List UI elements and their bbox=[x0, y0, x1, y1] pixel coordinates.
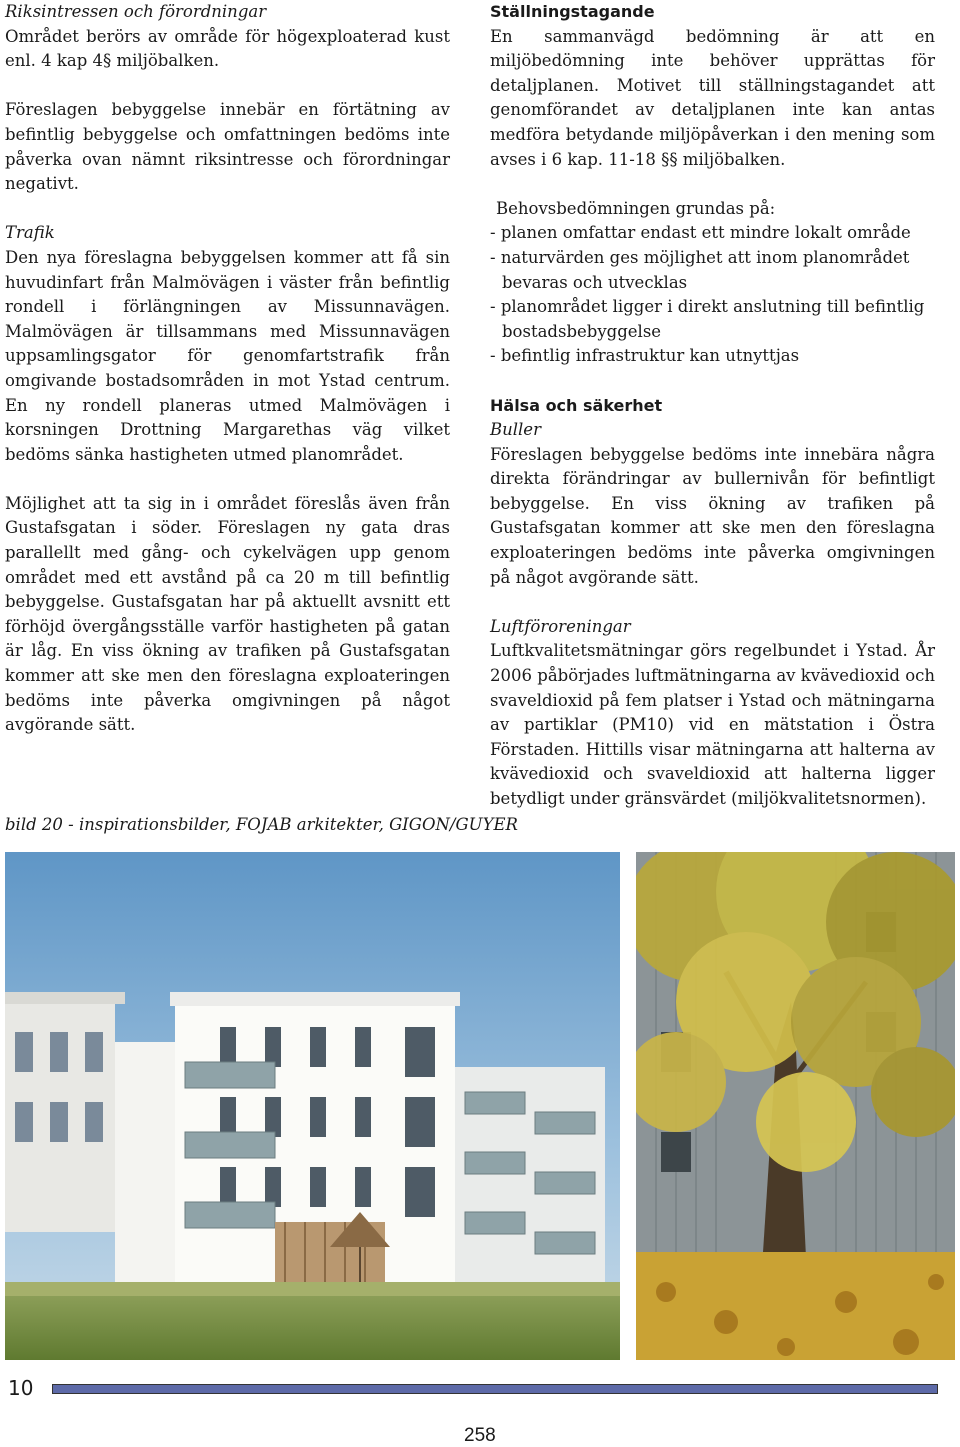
riksintresse-heading: Riksintressen och förordningar bbox=[5, 2, 267, 21]
trafik-heading: Trafik bbox=[5, 223, 55, 243]
buller-heading: Buller bbox=[490, 420, 541, 440]
list-item: - planområdet ligger i direkt anslutning till befintlig bostadsbebyggelse bbox=[490, 295, 935, 344]
trafik-text: Den nya föreslagna bebyggelsen kommer att få sin huvudinfart från Malmövägen i väster från befintlig rondell i förlängningen av Missunnavägen. Malmövägen är tillsammans med Missunnavägen uppsamlingsgator för genomfartstrafik från omgivande bostadsområden in mot Ystad centrum. En ny rondell planeras utmed Malmövägen i korsningen Drottning Margarethas väg vilket bedöms sänka hastigheten utmed planområdet. bbox=[5, 247, 450, 464]
halsa-heading: Hälsa och säkerhet bbox=[490, 395, 663, 415]
building-photo bbox=[5, 852, 620, 1360]
page-number: 10 bbox=[8, 1376, 34, 1400]
footer-bar bbox=[52, 1384, 938, 1394]
left-column bbox=[5, 0, 450, 738]
behov-intro: Behovsbedömningen grundas på: bbox=[496, 198, 776, 218]
tree-photo bbox=[636, 852, 955, 1360]
riksintresse-text: Området berörs av område för högexploaterad kust enl. 4 kap 4§ miljöbalken. bbox=[5, 26, 450, 71]
image-caption: bild 20 - inspirationsbilder, FOJAB arkitekter, GIGON/GUYER bbox=[5, 815, 518, 834]
stallningstagande-heading: Ställningstagande bbox=[490, 2, 655, 21]
list-item: - befintlig infrastruktur kan utnyttjas bbox=[490, 344, 935, 369]
luft-heading: Luftföroreningar bbox=[490, 616, 631, 636]
right-column bbox=[490, 0, 935, 812]
luft-text: Luftkvalitetsmätningar görs regelbundet i Ystad. År 2006 påbörjades luftmätningarna av kvävedioxid och svaveldioxid på fem platser i Ystad och mätningarna av partiklar (PM10) vid en mätstation i Östra Förstaden. Hittills visar mätningarna att halterna av kvävedioxid och svaveldioxid att halterna ligger betydligt under gränsvärdet (miljökvalitetsnormen). bbox=[490, 641, 935, 808]
document-number: 258 bbox=[464, 1425, 496, 1446]
list-item: - naturvärden ges möjlighet att inom planområdet bevaras och utvecklas bbox=[490, 246, 935, 295]
stallningstagande-text: En sammanvägd bedömning är att en miljöbedömning inte behöver upprättas för detaljplanen. Motivet till ställningstagandet att genomförandet av detaljplanen inte kan antas medföra betydande miljöpåverkan i den mening som avses i 6 kap. 11-18 §§ miljöbalken. bbox=[490, 26, 935, 169]
bebyggelse-text: Föreslagen bebyggelse innebär en förtätning av befintlig bebyggelse och omfattningen bedöms inte påverka ovan nämnt riksintresse och förordningar negativt. bbox=[5, 100, 450, 194]
behov-list bbox=[490, 221, 935, 369]
list-item: - planen omfattar endast ett mindre lokalt område bbox=[490, 221, 935, 246]
mojlighet-text: Möjlighet att ta sig in i området föreslås även från Gustafsgatan i söder. Föreslagen ny gata dras parallellt med gång- och cykelvägen upp genom området med ett avstånd på ca 20 m till befintlig bebyggelse. Gustafsgatan har på aktuellt avsnitt ett förhöjd övergångsställe varför hastigheten på gatan är låg. En viss ökning av trafiken på Gustafsgatan kommer att ske men den föreslagna exploateringen bedöms inte påverka omgivningen på något avgörande sätt. bbox=[5, 493, 450, 735]
buller-text: Föreslagen bebyggelse bedöms inte innebära några direkta förändringar av bullernivån för befintligt bebyggelse. En viss ökning av trafiken på Gustafsgatan kommer att ske men den föreslagna exploateringen bedöms inte påverka omgivningen på något avgörande sätt. bbox=[490, 444, 935, 587]
